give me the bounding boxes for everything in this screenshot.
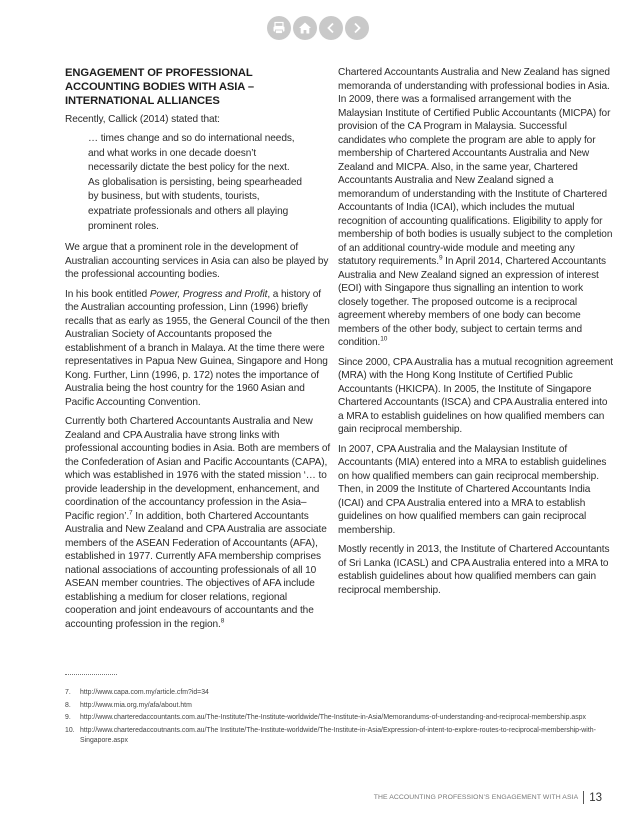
page-footer [374,791,602,804]
footnote [65,726,613,747]
chevron-left-icon [324,21,338,35]
footnote-link[interactable]: http://www.capa.com.my/article.cfm?id=34 [80,689,209,696]
body-paragraph [65,415,333,631]
body-paragraph: Mostly recently in 2013, the Institute of Chartered Accountants of Sri Lanka (ICASL) and CPA Australia entered into a MRA to establish guidelines about how qualified members can gain reciprocal membership. [338,544,610,596]
left-column [65,66,333,637]
footnote-link[interactable]: http://www.charteredaccoutnants.com.au/The Institute/The-Institute-worldwide/The-Institute-in-Asia/Expression-of-intent-to-explore-routes-to-reciprocal-membership-with-Singapore.aspx [80,726,596,745]
text-run: In his book entitled [65,288,150,300]
text-run: In April 2014, Chartered Accountants Australia and New Zealand signed an expression of interest (EOI) with Singapore thus signalling an intention to work closely together. The proposed outcome is a reciprocal agreement whereby members of one body can become members of the other body, subject to certain terms and condition. [338,256,606,348]
section-heading: ENGAGEMENT OF PROFESSIONAL ACCOUNTING BODIES WITH ASIA – INTERNATIONAL ALLIANCES [65,67,254,108]
chevron-right-icon [350,21,364,35]
print-icon [272,21,286,35]
footnote-number: 10. [65,726,75,734]
footnote-ref[interactable]: 10 [380,335,388,343]
text-run: Currently both Chartered Accountants Australia and New Zealand and CPA Australia have strong links with professional accounting bodies in Asia. Both are members of the Confederation of Asian and Pacific Accountants (CAPA), which was established in 1976 with the stated mission ‘… to provide leadership in the development, enhancement, and coordination of the accountancy profession in the Asia–Pacific region’. [65,416,331,522]
footer-divider [583,791,584,804]
footnote-ref[interactable]: 9 [438,254,443,262]
text-run: , a history of the Australian accounting profession, Linn (1996) briefly recalls that as early as 1955, the General Council of the then Australian Society of Accountants proposed the establishment of a branch in Malaya. At the time there were representatives in Papua New Guinea, Singapore and Hong Kong. Further, Linn (1996, p. 172) notes the importance of Australia being the host country for the 1960 Asian and Pacific Accounting Convention. [65,288,330,408]
footnote [65,688,613,699]
footnote-number: 9. [65,714,71,722]
footnote [65,701,613,712]
intro-paragraph: Recently, Callick (2014) stated that: [65,113,220,125]
body-paragraph [65,288,333,410]
footnote-number: 7. [65,689,71,696]
body-paragraph: We argue that a prominent role in the development of Australian accounting services in Asia can also be played by the professional accounting bodies. [65,242,329,281]
page-navigation [267,16,369,40]
body-paragraph [338,66,614,350]
right-column [338,66,614,603]
body-paragraph: Since 2000, CPA Australia has a mutual recognition agreement (MRA) with the Hong Kong Institute of Certified Public Accountants (HKICPA). In 2005, the Institute of Singapore Chartered Accountants (ISCA) and CPA Australia entered into a MRA to establish guidelines on how qualified members can gain reciprocal membership. [338,356,613,435]
footnotes [65,688,613,749]
print-button[interactable] [267,16,291,40]
footnote-ref[interactable]: 7 [129,509,133,517]
footnote [65,713,613,724]
back-button[interactable] [319,16,343,40]
text-run: Chartered Accountants Australia and New Zealand has signed memoranda of understanding with professional bodies in Asia. In 2009, there was a formalised arrangement with the Malaysian Institute of Certified Public Accountants (MICPA) for provision of the CA Program in Malaysia. Successful candidates who complete the program are able to apply for membership of Chartered Accountants Australia and New Zealand and MICPA. Also, in the same year, Chartered Accountants Australia and New Zealand signed a memorandum of understanding with the Institute of Chartered Accountants of India (ICAI), which includes the mutual recognition of accounting qualifications. Eligibility to apply for membership of both bodies is usually subject to the completion of an additional country-wide module and meeting any statutory requirements. [338,67,613,267]
footnote-number: 8. [65,701,71,709]
home-button[interactable] [293,16,317,40]
home-icon [298,21,312,35]
book-title: Power, Progress and Profit [149,288,268,300]
running-title: THE ACCOUNTING PROFESSION’S ENGAGEMENT WITH ASIA [373,794,579,801]
footnote-ref[interactable]: 8 [220,617,225,625]
text-run: In addition, both Chartered Accountants Australia and New Zealand and CPA Australia are associate members of the ASEAN Federation of Accountants (AFA), established in 1977. Currently AFA membership comprises national associations of accounting professionals of all 10 ASEAN member countries. The objectives of AFA include establishing a medium for closer relations, regional cooperation and joint endeavours of accountants and the accounting profession in the region. [65,510,327,630]
footnote-link[interactable]: http://www.mia.org.my/afa/about.htm [80,701,192,709]
block-quote: … times change and so do international needs, and what works in one decade doesn’t necessarily dictate the best policy for the next. As globalisation is persisting, being spearheaded by business, but with students, tourists, expatriate professionals and others all playing prominent roles. [88,133,302,232]
body-paragraph: In 2007, CPA Australia and the Malaysian Institute of Accountants (MIA) entered into a MRA to establish guidelines on how qualified members can gain reciprocal membership. Then, in 2009 the Institute of Chartered Accountants India (ICAI) and CPA Australia entered into a MRA to establish guidelines on how qualified members can gain reciprocal membership. [338,443,607,536]
forward-button[interactable] [345,16,369,40]
footnote-link[interactable]: http://www.charteredaccountants.com.au/The-Institute/The-Institute-worldwide/The-Institute-in-Asia/Memorandums-of-understanding-and-reciprocal-membership.aspx [80,714,586,722]
footnote-divider [65,674,117,675]
page-number: 13 [589,791,602,804]
